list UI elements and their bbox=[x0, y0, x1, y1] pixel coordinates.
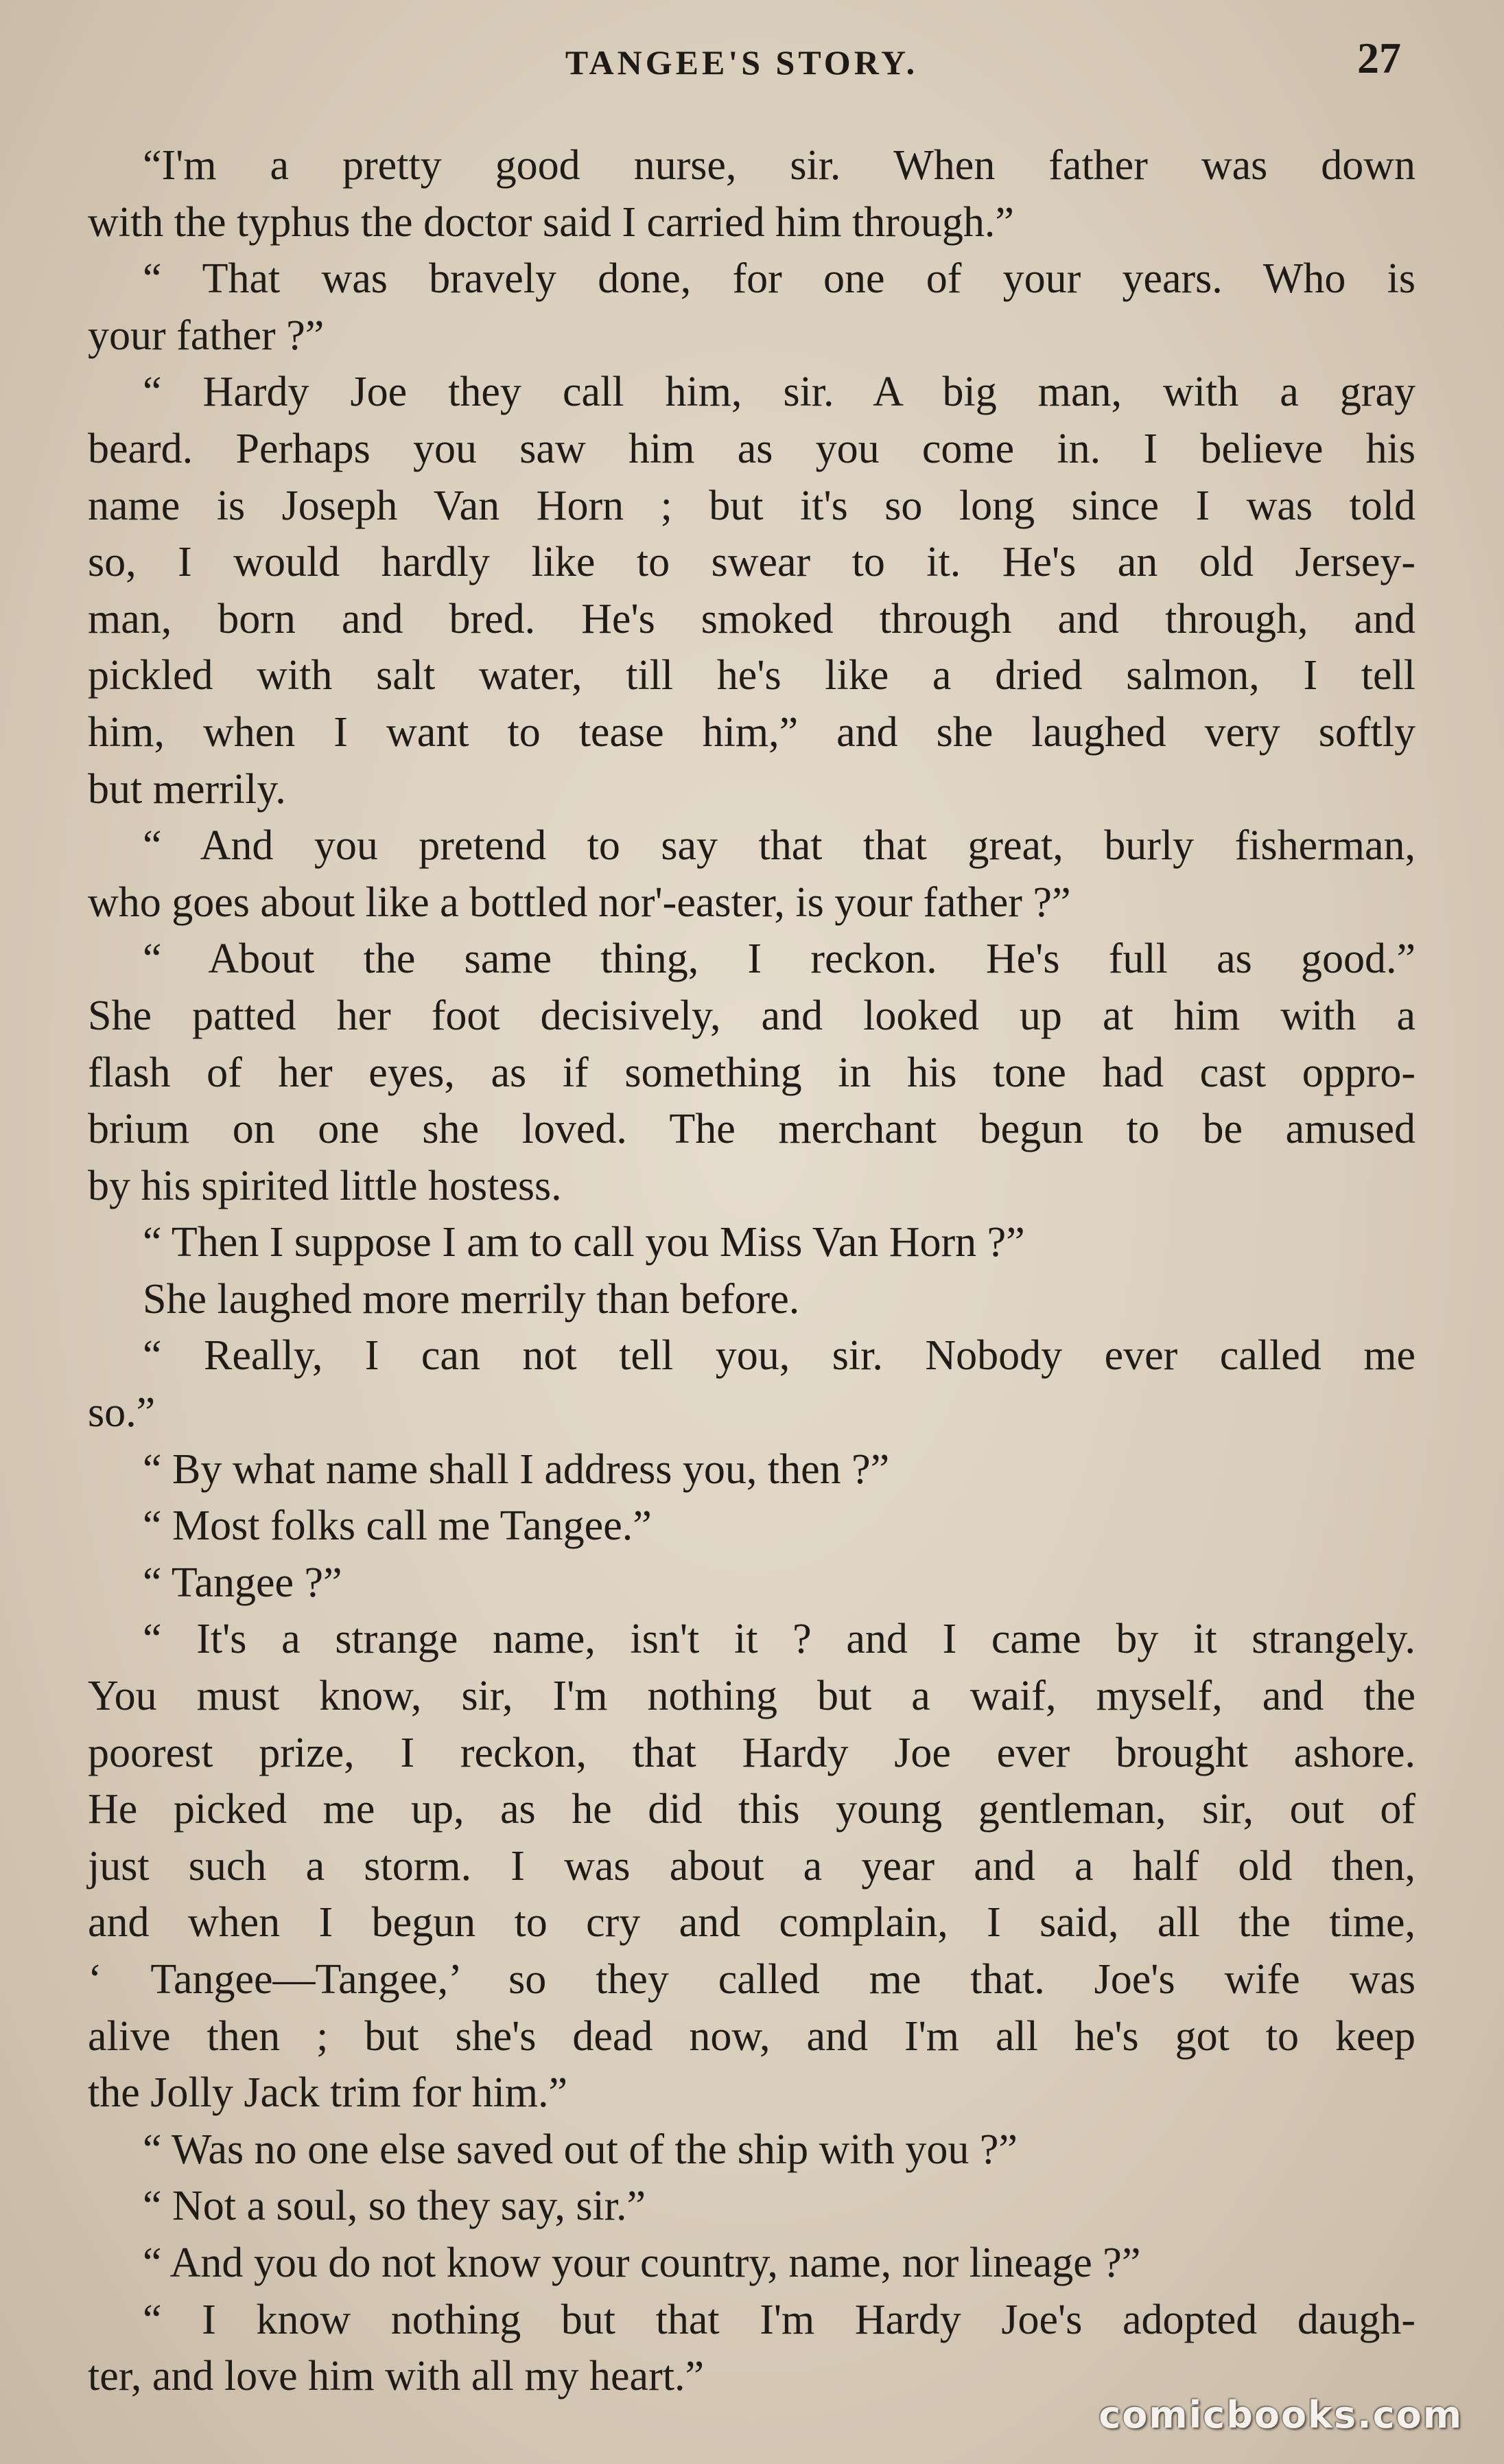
text-line: She laughed more merrily than before. bbox=[143, 1275, 800, 1323]
text-line: and when I begun to cry and complain, I said, all the time, bbox=[88, 1899, 1415, 1946]
text-line: the Jolly Jack trim for him.” bbox=[88, 2069, 568, 2117]
text-line: “ That was bravely done, for one of your years. Who is bbox=[143, 255, 1415, 303]
text-line: “ Hardy Joe they call him, sir. A big man, with a gray bbox=[143, 369, 1415, 416]
text-line: “ It's a strange name, isn't it ? and I came by it strangely. bbox=[143, 1616, 1415, 1663]
text-line: “ I know nothing but that I'm Hardy Joe's adopted daugh- bbox=[143, 2296, 1415, 2343]
text-line: “ By what name shall I address you, then ?” bbox=[143, 1445, 890, 1493]
text-line: your father ?” bbox=[88, 312, 325, 359]
text-line: “ Most folks call me Tangee.” bbox=[143, 1502, 652, 1550]
running-title: TANGEE'S STORY. bbox=[565, 43, 919, 82]
text-line: “ Was no one else saved out of the ship with you ?” bbox=[143, 2126, 1018, 2173]
text-line: “ Then I suppose I am to call you Miss Van Horn ?” bbox=[143, 1219, 1025, 1266]
text-line: name is Joseph Van Horn ; but it's so long since I was told bbox=[88, 482, 1415, 529]
page-header bbox=[82, 33, 1401, 88]
text-line: He picked me up, as he did this young gentleman, sir, out of bbox=[88, 1786, 1415, 1833]
text-line: flash of her eyes, as if something in his tone had cast oppro- bbox=[88, 1049, 1415, 1096]
text-line: with the typhus the doctor said I carried him through.” bbox=[88, 198, 1014, 246]
text-line: pickled with salt water, till he's like a dried salmon, I tell bbox=[88, 652, 1415, 699]
text-line: him, when I want to tease him,” and she laughed very softly bbox=[88, 708, 1415, 756]
text-line: “ About the same thing, I reckon. He's full as good.” bbox=[143, 935, 1415, 983]
watermark: comicbooks.com bbox=[1098, 2393, 1463, 2437]
page-number: 27 bbox=[1357, 34, 1401, 82]
text-line: who goes about like a bottled nor'-easter, is your father ?” bbox=[88, 879, 1071, 926]
text-line: ter, and love him with all my heart.” bbox=[88, 2353, 704, 2400]
text-line: beard. Perhaps you saw him as you come in. I believe his bbox=[88, 425, 1415, 472]
text-line: “ Not a soul, so they say, sir.” bbox=[143, 2183, 646, 2230]
text-line: “ Really, I can not tell you, sir. Nobody ever called me bbox=[143, 1332, 1415, 1380]
text-line: brium on one she loved. The merchant begun to be amused bbox=[88, 1106, 1415, 1153]
text-line: “ Tangee ?” bbox=[143, 1559, 342, 1606]
text-line: “ And you pretend to say that that great, burly fisherman, bbox=[143, 822, 1415, 870]
text-line: man, born and bred. He's smoked through and through, and bbox=[88, 595, 1415, 642]
text-line: She patted her foot decisively, and looked up at him with a bbox=[88, 992, 1415, 1039]
text-line: but merrily. bbox=[88, 765, 286, 813]
text-line: ‘ Tangee—Tangee,’ so they called me that. Joe's wife was bbox=[88, 1956, 1415, 2003]
text-line: “I'm a pretty good nurse, sir. When father was down bbox=[143, 142, 1415, 189]
text-line: just such a storm. I was about a year and a half old then, bbox=[88, 1842, 1415, 1890]
text-line: alive then ; but she's dead now, and I'm all he's got to keep bbox=[88, 2012, 1415, 2060]
text-line: poorest prize, I reckon, that Hardy Joe ever brought ashore. bbox=[88, 1729, 1415, 1776]
text-line: by his spirited little hostess. bbox=[88, 1162, 562, 1209]
text-line: “ And you do not know your country, name, nor lineage ?” bbox=[143, 2239, 1141, 2286]
text-line: You must know, sir, I'm nothing but a waif, myself, and the bbox=[88, 1673, 1415, 1720]
body-text bbox=[88, 137, 1415, 2405]
text-line: so, I would hardly like to swear to it. He's an old Jersey- bbox=[88, 539, 1415, 586]
text-line: so.” bbox=[88, 1389, 156, 1437]
